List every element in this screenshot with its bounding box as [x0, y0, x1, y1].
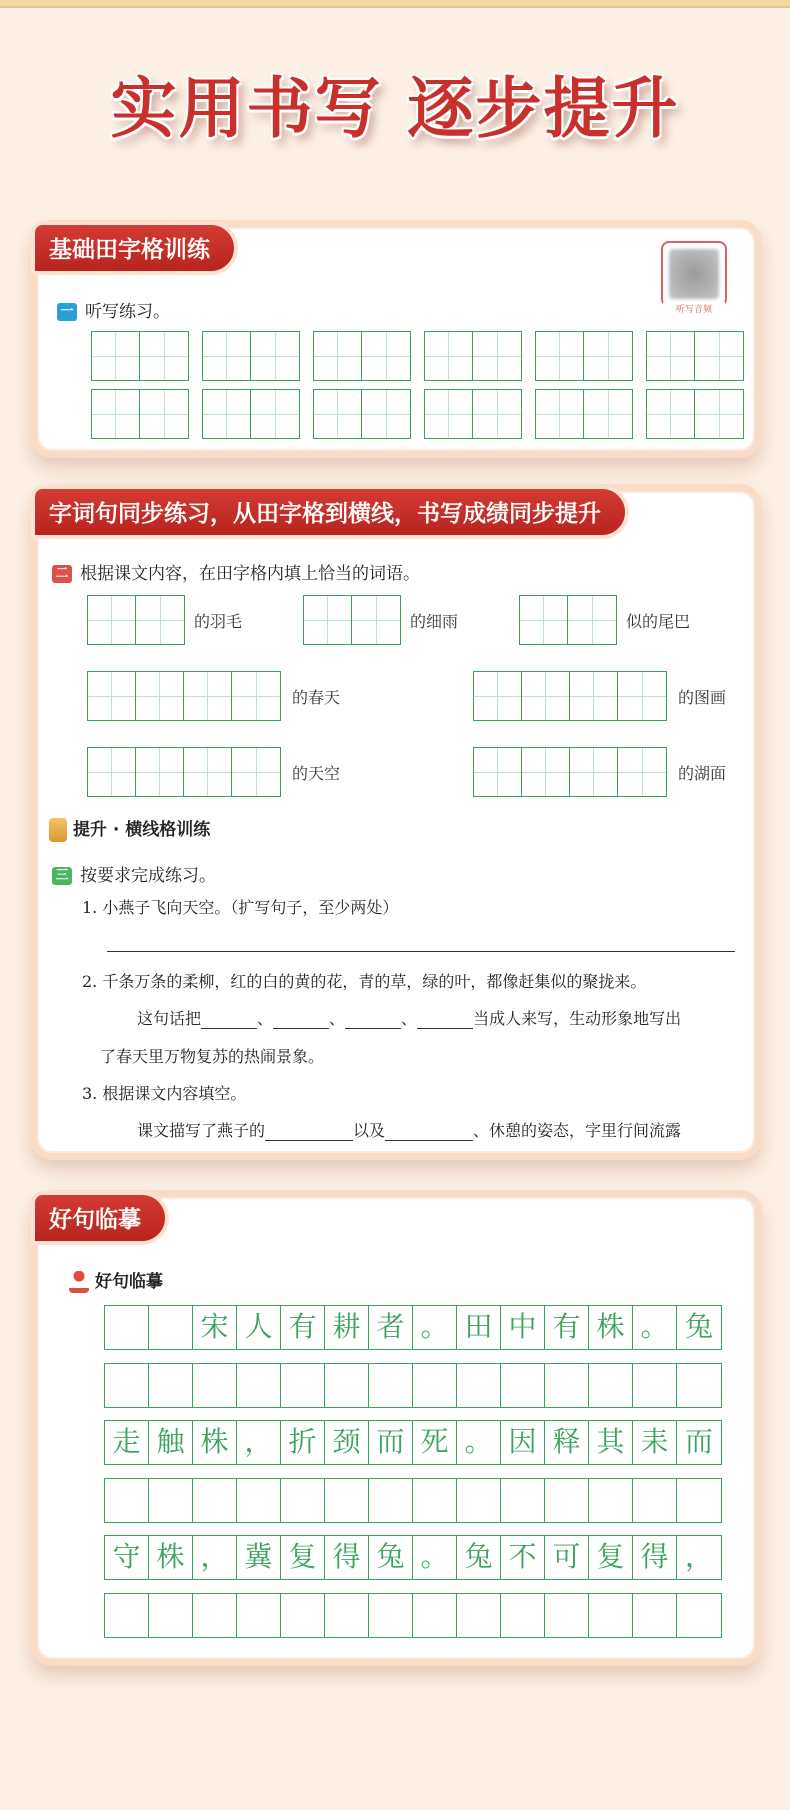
copy-cell: 折 — [281, 1421, 325, 1464]
dictation-cell-pair[interactable] — [91, 389, 189, 439]
copy-cell[interactable] — [501, 1364, 545, 1407]
blank[interactable] — [201, 1011, 257, 1029]
copy-row — [104, 1593, 722, 1638]
grid-cell — [695, 332, 743, 380]
dictation-cell-pair[interactable] — [91, 331, 189, 381]
grid-cell — [314, 332, 362, 380]
copy-cell[interactable] — [369, 1594, 413, 1637]
copy-cell: 耕 — [325, 1306, 369, 1349]
grid-cell — [536, 390, 584, 438]
hero-title: 实用书写 逐步提升 — [110, 70, 680, 147]
copy-cell: 因 — [501, 1421, 545, 1464]
item-2: 2. 千条万条的柔柳，红的白的黄的花，青的草，绿的叶，都像赶集似的聚拢来。 — [82, 972, 647, 991]
grid-cell — [473, 332, 521, 380]
copy-cell[interactable] — [545, 1594, 589, 1637]
item-2-fill — [137, 1006, 681, 1029]
question-text: 听写练习。 — [85, 302, 170, 322]
copy-cell: 复 — [589, 1536, 633, 1579]
dictation-cell-pair[interactable] — [535, 331, 633, 381]
copy-cell[interactable] — [633, 1479, 677, 1522]
fill-grid-7[interactable] — [473, 747, 667, 797]
grid-cell — [584, 332, 632, 380]
copy-cell: 复 — [281, 1536, 325, 1579]
copy-cell[interactable] — [325, 1364, 369, 1407]
copy-cell: 株 — [193, 1421, 237, 1464]
copy-cell: 得 — [633, 1536, 677, 1579]
grid-cell — [536, 332, 584, 380]
copy-cell[interactable] — [589, 1479, 633, 1522]
copy-cell[interactable] — [149, 1364, 193, 1407]
copy-cell[interactable] — [413, 1479, 457, 1522]
copy-cell: 兔 — [369, 1536, 413, 1579]
scroll-icon — [49, 818, 67, 842]
copy-cell[interactable] — [281, 1479, 325, 1522]
fill-grid-1[interactable] — [87, 595, 185, 645]
question-dictation — [57, 297, 170, 322]
copy-cell[interactable] — [325, 1594, 369, 1637]
dictation-cell-pair[interactable] — [313, 389, 411, 439]
question-complete — [52, 861, 216, 886]
copy-cell: 触 — [149, 1421, 193, 1464]
grid-cell — [140, 332, 188, 380]
fill-grid-4[interactable] — [87, 671, 281, 721]
copy-cell: ， — [684, 1540, 713, 1573]
copy-cell: ， — [237, 1421, 281, 1464]
copy-cell[interactable] — [149, 1594, 193, 1637]
section-sentence-copy — [30, 1190, 762, 1666]
top-border — [0, 0, 790, 8]
text: 、休憩的姿态，字里行间流露 — [473, 1121, 682, 1140]
copy-cell[interactable] — [105, 1364, 149, 1407]
fill-label: 似的尾巴 — [626, 612, 691, 631]
copy-cell: 死 — [413, 1421, 457, 1464]
copy-row — [104, 1420, 722, 1465]
copy-cell: 守 — [105, 1536, 149, 1579]
item-2-cont: 了春天里万物复苏的热闹景象。 — [100, 1047, 325, 1066]
grid-cell — [251, 332, 299, 380]
text: 以及 — [353, 1121, 386, 1140]
copy-cell: 中 — [501, 1306, 545, 1349]
copy-cell[interactable] — [677, 1594, 721, 1637]
copy-cell: 。 — [633, 1306, 677, 1349]
copy-cell: 耒 — [633, 1421, 677, 1464]
copy-cell[interactable] — [237, 1479, 281, 1522]
copy-row — [104, 1478, 722, 1523]
copy-cell[interactable] — [457, 1364, 501, 1407]
copy-cell[interactable] — [677, 1479, 721, 1522]
grid-cell — [203, 390, 251, 438]
grid-cell — [473, 390, 521, 438]
qr-caption: 听写音频 — [663, 302, 725, 315]
subhead-lined-training — [49, 815, 210, 842]
blank[interactable] — [417, 1011, 473, 1029]
copy-cell[interactable] — [149, 1306, 193, 1349]
copy-cell[interactable] — [281, 1364, 325, 1407]
copy-cell: 人 — [237, 1306, 281, 1349]
blank[interactable] — [265, 1123, 353, 1141]
copy-cell: 有 — [281, 1306, 325, 1349]
text: 、 — [401, 1009, 418, 1028]
dictation-cell-pair[interactable] — [424, 389, 522, 439]
copy-cell: 颈 — [325, 1421, 369, 1464]
copy-cell[interactable] — [633, 1364, 677, 1407]
copy-cell[interactable] — [105, 1306, 149, 1349]
grid-cell — [92, 390, 140, 438]
copy-cell: 兔 — [684, 1310, 713, 1343]
copy-cell[interactable] — [193, 1479, 237, 1522]
grid-cell — [425, 332, 473, 380]
grid-cell — [362, 332, 410, 380]
grid-cell — [92, 332, 140, 380]
copy-cell[interactable] — [369, 1479, 413, 1522]
blank[interactable] — [345, 1011, 401, 1029]
fill-label: 的天空 — [292, 764, 341, 783]
question-number-badge: 二 — [52, 565, 72, 583]
copy-row — [104, 1305, 722, 1350]
copy-cell: 得 — [325, 1536, 369, 1579]
grid-cell — [584, 390, 632, 438]
copy-cell: 宋 — [193, 1306, 237, 1349]
copy-cell[interactable] — [105, 1479, 149, 1522]
copy-cell: 有 — [545, 1306, 589, 1349]
section-basic-grid — [30, 220, 762, 458]
copy-cell: 而 — [369, 1421, 413, 1464]
subhead-copy — [69, 1267, 163, 1293]
item-1: 1. 小燕子飞向天空。（扩写句子，至少两处） — [82, 898, 399, 917]
grid-cell — [140, 390, 188, 438]
book-apple-icon — [69, 1271, 89, 1293]
copy-cell: 。 — [413, 1306, 457, 1349]
copy-row — [104, 1363, 722, 1408]
copy-cell[interactable] — [501, 1479, 545, 1522]
item-3: 3. 根据课文内容填空。 — [82, 1084, 247, 1103]
fill-grid-5[interactable] — [473, 671, 667, 721]
text: 这句话把 — [137, 1009, 202, 1028]
grid-cell — [203, 332, 251, 380]
item-3-fill — [137, 1118, 681, 1141]
copy-row — [104, 1535, 722, 1580]
copy-cell: ， — [193, 1536, 237, 1579]
subhead-text: 提升 · 横线格训练 — [73, 820, 211, 840]
copy-cell[interactable] — [545, 1364, 589, 1407]
section-tag: 字词句同步练习，从田字格到横线，书写成绩同步提升 — [31, 485, 629, 539]
answer-line-1[interactable] — [107, 951, 735, 952]
grid-cell — [362, 390, 410, 438]
copy-cell[interactable] — [457, 1594, 501, 1637]
fill-grid-6[interactable] — [87, 747, 281, 797]
copy-cell: 释 — [545, 1421, 589, 1464]
copy-cell: 田 — [457, 1306, 501, 1349]
grid-cell — [314, 390, 362, 438]
fill-grid-2[interactable] — [303, 595, 401, 645]
question-number-badge: 一 — [57, 303, 77, 321]
grid-cell — [695, 390, 743, 438]
dictation-cell-pair[interactable] — [202, 389, 300, 439]
text: 、 — [329, 1009, 346, 1028]
blank[interactable] — [385, 1123, 473, 1141]
blank[interactable] — [273, 1011, 329, 1029]
copy-cell[interactable] — [193, 1594, 237, 1637]
text: 、 — [257, 1009, 274, 1028]
copy-cell[interactable] — [149, 1479, 193, 1522]
grid-cell — [251, 390, 299, 438]
copy-cell[interactable] — [105, 1594, 149, 1637]
copy-cell[interactable] — [369, 1364, 413, 1407]
section-sync-practice — [30, 484, 762, 1160]
qr-image — [669, 249, 719, 299]
subhead-text: 好句临摹 — [95, 1272, 163, 1292]
dictation-cell-pair[interactable] — [646, 331, 744, 381]
copy-cell[interactable] — [237, 1594, 281, 1637]
copy-cell[interactable] — [413, 1594, 457, 1637]
copy-cell[interactable] — [281, 1594, 325, 1637]
copy-cell: 可 — [545, 1536, 589, 1579]
grid-cell — [647, 332, 695, 380]
copy-cell: 。 — [457, 1421, 501, 1464]
copy-cell: 冀 — [237, 1536, 281, 1579]
copy-cell: 不 — [501, 1536, 545, 1579]
copy-cell: 者 — [369, 1306, 413, 1349]
dictation-cell-pair[interactable] — [535, 389, 633, 439]
dictation-cell-pair[interactable] — [313, 331, 411, 381]
copy-cell: 而 — [684, 1425, 713, 1458]
qr-code-icon[interactable] — [661, 241, 727, 315]
copy-cell: 株 — [149, 1536, 193, 1579]
fill-label: 的羽毛 — [194, 612, 243, 631]
copy-cell[interactable] — [413, 1364, 457, 1407]
copy-cell[interactable] — [193, 1364, 237, 1407]
copy-cell[interactable] — [633, 1594, 677, 1637]
fill-label: 的细雨 — [410, 612, 459, 631]
copy-cell[interactable] — [589, 1594, 633, 1637]
section-tag: 基础田字格训练 — [31, 221, 238, 275]
fill-label: 的湖面 — [678, 764, 727, 783]
copy-cell[interactable] — [457, 1479, 501, 1522]
fill-label: 的图画 — [678, 688, 727, 707]
question-text: 按要求完成练习。 — [80, 866, 216, 886]
text: 当成人来写，生动形象地写出 — [473, 1009, 682, 1028]
copy-cell[interactable] — [677, 1364, 721, 1407]
copy-cell[interactable] — [325, 1479, 369, 1522]
section-tag: 好句临摹 — [31, 1191, 169, 1245]
copy-cell: 走 — [105, 1421, 149, 1464]
dictation-cell-pair[interactable] — [424, 331, 522, 381]
text: 课文描写了燕子的 — [137, 1121, 266, 1140]
question-text: 根据课文内容，在田字格内填上恰当的词语。 — [80, 564, 420, 584]
fill-grid-3[interactable] — [519, 595, 617, 645]
copy-cell: 兔 — [457, 1536, 501, 1579]
copy-cell: 株 — [589, 1306, 633, 1349]
copy-cell[interactable] — [501, 1594, 545, 1637]
question-fill-words — [52, 559, 420, 584]
dictation-cell-pair[interactable] — [202, 331, 300, 381]
dictation-cell-pair[interactable] — [646, 389, 744, 439]
copy-cell[interactable] — [237, 1364, 281, 1407]
copy-cell[interactable] — [545, 1479, 589, 1522]
fill-label: 的春天 — [292, 688, 341, 707]
copy-cell[interactable] — [589, 1364, 633, 1407]
copy-cell: 其 — [589, 1421, 633, 1464]
question-number-badge: 三 — [52, 867, 72, 885]
grid-cell — [647, 390, 695, 438]
copy-cell: 。 — [413, 1536, 457, 1579]
grid-cell — [425, 390, 473, 438]
